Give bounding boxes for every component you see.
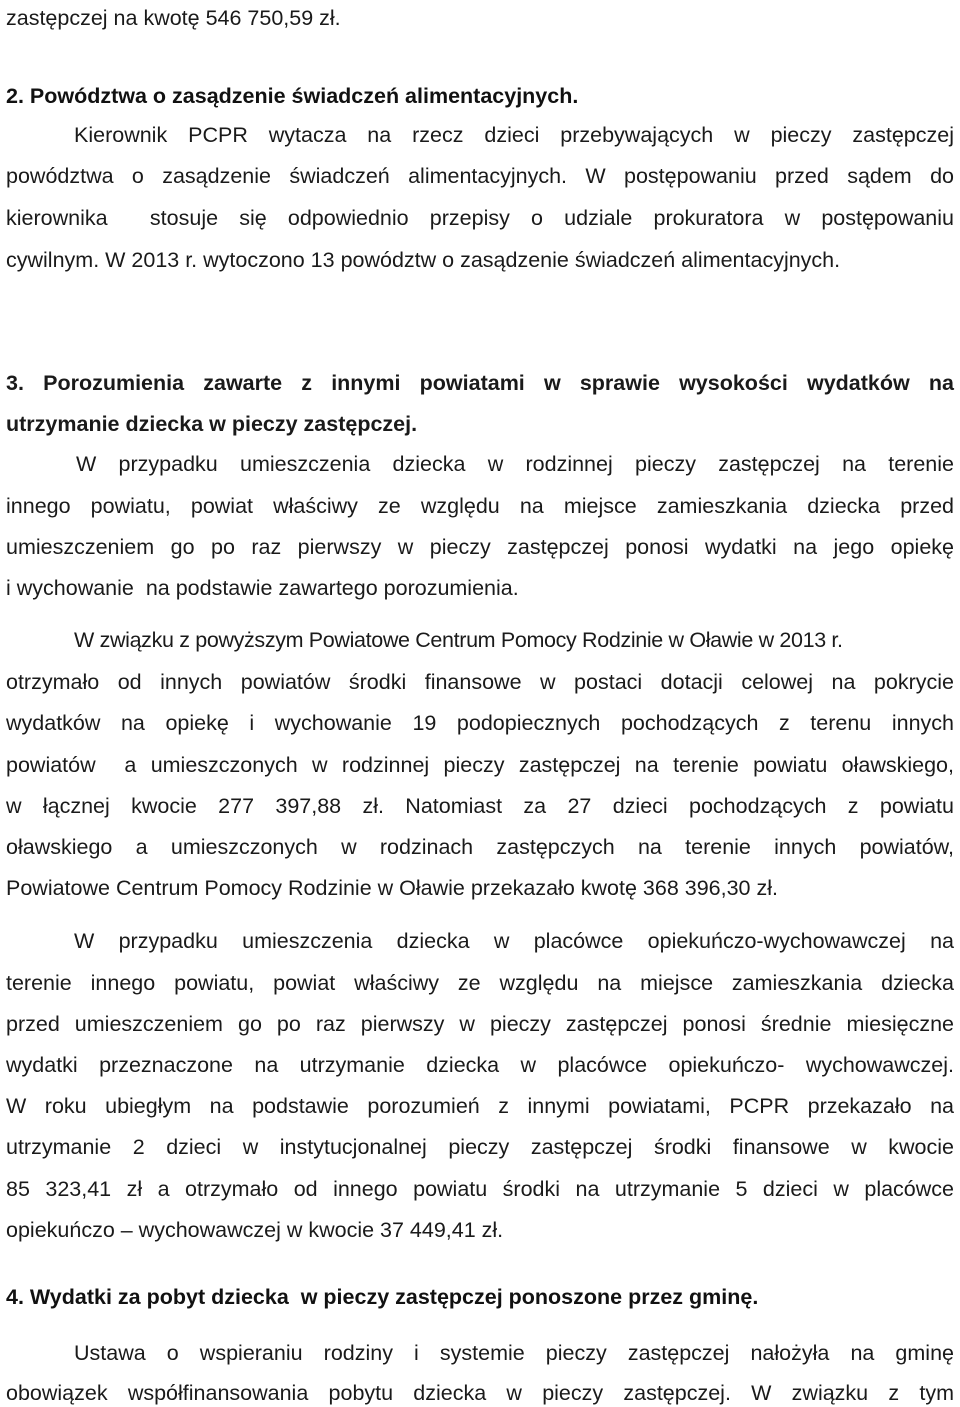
- section-heading: 4. Wydatki za pobyt dziecka w pieczy zastępczej ponoszone przez gminę.: [6, 1285, 759, 1309]
- text-line: zastępczej na kwotę 546 750,59 zł.: [6, 6, 341, 30]
- text-line: przed umieszczeniem go po raz pierwszy w pieczy zastępczej ponosi średnie miesięczne: [6, 1012, 954, 1036]
- text-line: cywilnym. W 2013 r. wytoczono 13 powództw o zasądzenie świadczeń alimentacyjnych.: [6, 248, 841, 272]
- text-line: innego powiatu, powiat właściwy ze względu na miejsce zamieszkania dziecka przed: [6, 494, 954, 518]
- section-heading: 3. Porozumienia zawarte z innymi powiatami w sprawie wysokości wydatków na: [6, 371, 954, 395]
- text-line: opiekuńczo – wychowawczej w kwocie 37 449,41 zł.: [6, 1218, 504, 1242]
- text-line: Powiatowe Centrum Pomocy Rodzinie w Oławie przekazało kwotę 368 396,30 zł.: [6, 876, 778, 900]
- text-line: W związku z powyższym Powiatowe Centrum Pomocy Rodzinie w Oławie w 2013 r.: [74, 628, 843, 652]
- text-line: terenie innego powiatu, powiat właściwy ze względu na miejsce zamieszkania dziecka: [6, 971, 954, 995]
- text-line: wydatki przeznaczone na utrzymanie dziecka w placówce opiekuńczo- wychowawczej.: [6, 1053, 954, 1077]
- text-line: oławskiego a umieszczonych w rodzinach zastępczych na terenie innych powiatów,: [6, 835, 954, 859]
- text-line: Ustawa o wspieraniu rodziny i systemie pieczy zastępczej nałożyła na gminę: [74, 1341, 954, 1365]
- text-line: kierownika stosuje się odpowiednio przepisy o udziale prokuratora w postępowaniu: [6, 206, 954, 230]
- text-line: w łącznej kwocie 277 397,88 zł. Natomiast za 27 dzieci pochodzących z powiatu: [6, 794, 954, 818]
- text-line: utrzymanie 2 dzieci w instytucjonalnej pieczy zastępczej środki finansowe w kwocie: [6, 1135, 954, 1159]
- text-line: W przypadku umieszczenia dziecka w rodzinnej pieczy zastępczej na terenie: [76, 452, 954, 476]
- text-line: W roku ubiegłym na podstawie porozumień z innymi powiatami, PCPR przekazało na: [6, 1094, 954, 1118]
- text-line: powiatów a umieszczonych w rodzinnej pieczy zastępczej na terenie powiatu oławskiego,: [6, 753, 954, 777]
- text-line: W przypadku umieszczenia dziecka w placówce opiekuńczo-wychowawczej na: [74, 929, 954, 953]
- section-heading: utrzymanie dziecka w pieczy zastępczej.: [6, 412, 418, 436]
- text-line: umieszczeniem go po raz pierwszy w pieczy zastępczej ponosi wydatki na jego opiekę: [6, 535, 954, 559]
- text-line: Kierownik PCPR wytacza na rzecz dzieci przebywających w pieczy zastępczej: [74, 123, 954, 147]
- text-line: obowiązek współfinansowania pobytu dziecka w pieczy zastępczej. W związku z tym: [6, 1381, 954, 1405]
- text-line: i wychowanie na podstawie zawartego porozumienia.: [6, 576, 519, 600]
- text-line: powództwa o zasądzenie świadczeń alimentacyjnych. W postępowaniu przed sądem do: [6, 164, 954, 188]
- text-line: otrzymało od innych powiatów środki finansowe w postaci dotacji celowej na pokrycie: [6, 670, 954, 694]
- text-line: wydatków na opiekę i wychowanie 19 podopiecznych pochodzących z terenu innych: [6, 711, 954, 735]
- text-line: 85 323,41 zł a otrzymało od innego powiatu środki na utrzymanie 5 dzieci w placówce: [6, 1177, 954, 1201]
- section-heading: 2. Powództwa o zasądzenie świadczeń alimentacyjnych.: [6, 84, 579, 108]
